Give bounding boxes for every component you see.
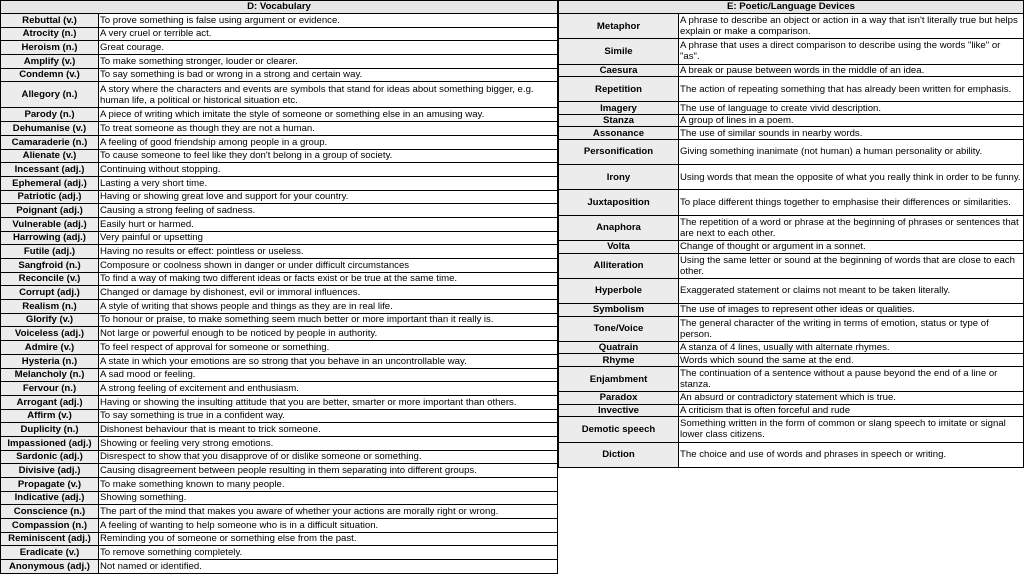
vocab-term: Rebuttal (v.)	[1, 14, 99, 28]
vocab-definition: A sad mood or feeling.	[99, 368, 558, 382]
vocab-definition: Easily hurt or harmed.	[99, 217, 558, 231]
device-row	[559, 14, 1024, 39]
vocab-definition: Not named or identified.	[99, 560, 558, 574]
vocab-term: Atrocity (n.)	[1, 27, 99, 41]
vocab-definition: A piece of writing which imitate the style of someone or something else in an amusing way.	[99, 108, 558, 122]
device-row	[559, 316, 1024, 341]
device-term: Quatrain	[559, 341, 679, 354]
device-definition: Change of thought or argument in a sonnet.	[679, 241, 1024, 254]
device-row	[559, 442, 1024, 467]
device-definition: A break or pause between words in the middle of an idea.	[679, 64, 1024, 77]
vocab-term: Corrupt (adj.)	[1, 286, 99, 300]
vocab-definition: Showing or feeling very strong emotions.	[99, 436, 558, 450]
device-term: Caesura	[559, 64, 679, 77]
device-row	[559, 341, 1024, 354]
vocab-row	[1, 135, 558, 149]
device-row	[559, 417, 1024, 442]
vocab-term: Arrogant (adj.)	[1, 395, 99, 409]
vocab-row	[1, 245, 558, 259]
vocab-term: Glorify (v.)	[1, 313, 99, 327]
vocab-definition: A feeling of wanting to help someone who is in a difficult situation.	[99, 519, 558, 533]
vocab-row	[1, 505, 558, 519]
device-row	[559, 278, 1024, 303]
vocab-definition: To prove something is false using argument or evidence.	[99, 14, 558, 28]
vocab-row	[1, 272, 558, 286]
vocab-term: Admire (v.)	[1, 341, 99, 355]
vocab-row	[1, 231, 558, 245]
vocab-term: Ephemeral (adj.)	[1, 176, 99, 190]
device-definition: Words which sound the same at the end.	[679, 354, 1024, 367]
vocab-row	[1, 354, 558, 368]
vocab-definition: Reminding you of someone or something else from the past.	[99, 532, 558, 546]
device-definition: Exaggerated statement or claims not meant to be taken literally.	[679, 278, 1024, 303]
vocab-term: Patriotic (adj.)	[1, 190, 99, 204]
vocab-row	[1, 409, 558, 423]
device-definition: The choice and use of words and phrases in speech or writing.	[679, 442, 1024, 467]
vocab-row	[1, 382, 558, 396]
device-row	[559, 102, 1024, 115]
device-term: Repetition	[559, 77, 679, 102]
vocab-definition: Causing a strong feeling of sadness.	[99, 204, 558, 218]
vocab-definition: Having or showing the insulting attitude that you are better, smarter or more important than others.	[99, 395, 558, 409]
vocab-row	[1, 176, 558, 190]
vocab-term: Condemn (v.)	[1, 68, 99, 82]
device-row	[559, 366, 1024, 391]
device-definition: An absurd or contradictory statement which is true.	[679, 392, 1024, 405]
vocab-definition: Causing disagreement between people resulting in them separating into different groups.	[99, 464, 558, 478]
vocab-term: Propagate (v.)	[1, 478, 99, 492]
device-term: Rhyme	[559, 354, 679, 367]
device-definition: The action of repeating something that has already been written for emphasis.	[679, 77, 1024, 102]
device-term: Invective	[559, 404, 679, 417]
vocab-row	[1, 491, 558, 505]
vocab-row	[1, 368, 558, 382]
vocab-term: Fervour (n.)	[1, 382, 99, 396]
device-term: Tone/Voice	[559, 316, 679, 341]
vocab-term: Sardonic (adj.)	[1, 450, 99, 464]
device-term: Alliteration	[559, 253, 679, 278]
vocab-row	[1, 82, 558, 108]
vocab-row	[1, 68, 558, 82]
device-definition: To place different things together to emphasise their differences or similarities.	[679, 190, 1024, 215]
vocab-term: Anonymous (adj.)	[1, 560, 99, 574]
vocab-definition: Not large or powerful enough to be noticed by people in authority.	[99, 327, 558, 341]
vocab-term: Reconcile (v.)	[1, 272, 99, 286]
vocab-term: Heroism (n.)	[1, 41, 99, 55]
vocab-term: Melancholy (n.)	[1, 368, 99, 382]
device-row	[559, 39, 1024, 64]
device-row	[559, 215, 1024, 240]
vocab-row	[1, 300, 558, 314]
device-definition: The use of similar sounds in nearby words.	[679, 127, 1024, 140]
vocab-row	[1, 286, 558, 300]
device-term: Juxtaposition	[559, 190, 679, 215]
vocab-term: Conscience (n.)	[1, 505, 99, 519]
vocab-term: Indicative (adj.)	[1, 491, 99, 505]
device-term: Paradox	[559, 392, 679, 405]
device-term: Anaphora	[559, 215, 679, 240]
device-definition: Using words that mean the opposite of what you really think in order to be funny.	[679, 165, 1024, 190]
device-term: Symbolism	[559, 304, 679, 317]
vocab-term: Realism (n.)	[1, 300, 99, 314]
vocab-definition: Changed or damage by dishonest, evil or immoral influences.	[99, 286, 558, 300]
device-term: Personification	[559, 139, 679, 164]
vocab-term: Duplicity (n.)	[1, 423, 99, 437]
vocab-row	[1, 436, 558, 450]
vocab-row	[1, 55, 558, 69]
vocab-term: Allegory (n.)	[1, 82, 99, 108]
device-definition: A stanza of 4 lines, usually with alternate rhymes.	[679, 341, 1024, 354]
device-term: Enjambment	[559, 366, 679, 391]
device-row	[559, 190, 1024, 215]
device-definition: The use of language to create vivid description.	[679, 102, 1024, 115]
vocab-term: Futile (adj.)	[1, 245, 99, 259]
vocab-definition: Lasting a very short time.	[99, 176, 558, 190]
vocab-row	[1, 450, 558, 464]
vocab-term: Dehumanise (v.)	[1, 122, 99, 136]
device-row	[559, 165, 1024, 190]
vocab-row	[1, 163, 558, 177]
vocab-row	[1, 190, 558, 204]
device-term: Volta	[559, 241, 679, 254]
vocab-definition: To treat someone as though they are not a human.	[99, 122, 558, 136]
vocab-definition: Great courage.	[99, 41, 558, 55]
vocab-row	[1, 41, 558, 55]
device-term: Hyperbole	[559, 278, 679, 303]
vocab-term: Compassion (n.)	[1, 519, 99, 533]
device-definition: A criticism that is often forceful and rude	[679, 404, 1024, 417]
devices-title: E: Poetic/Language Devices	[559, 1, 1024, 14]
vocab-row	[1, 532, 558, 546]
vocab-term: Voiceless (adj.)	[1, 327, 99, 341]
vocab-definition: Very painful or upsetting	[99, 231, 558, 245]
device-term: Simile	[559, 39, 679, 64]
device-term: Metaphor	[559, 14, 679, 39]
device-row	[559, 114, 1024, 127]
vocab-term: Alienate (v.)	[1, 149, 99, 163]
device-row	[559, 64, 1024, 77]
device-definition: The repetition of a word or phrase at the beginning of phrases or sentences that are next to each other.	[679, 215, 1024, 240]
vocab-definition: Dishonest behaviour that is meant to trick someone.	[99, 423, 558, 437]
vocab-term: Amplify (v.)	[1, 55, 99, 69]
device-definition: Something written in the form of common or slang speech to imitate or signal lower class citizens.	[679, 417, 1024, 442]
vocab-definition: Continuing without stopping.	[99, 163, 558, 177]
vocab-definition: To say something is bad or wrong in a strong and certain way.	[99, 68, 558, 82]
vocabulary-title: D: Vocabulary	[1, 1, 558, 14]
vocab-definition: To make something stronger, louder or clearer.	[99, 55, 558, 69]
device-term: Demotic speech	[559, 417, 679, 442]
vocab-term: Parody (n.)	[1, 108, 99, 122]
vocab-definition: A strong feeling of excitement and enthusiasm.	[99, 382, 558, 396]
vocab-row	[1, 313, 558, 327]
vocab-term: Eradicate (v.)	[1, 546, 99, 560]
vocab-row	[1, 149, 558, 163]
vocab-row	[1, 327, 558, 341]
vocab-definition: A story where the characters and events are symbols that stand for ideas about something bigger, e.g. human life, a political or historical situation etc.	[99, 82, 558, 108]
vocab-row	[1, 478, 558, 492]
vocab-row	[1, 519, 558, 533]
vocab-row	[1, 464, 558, 478]
vocab-definition: A style of writing that shows people and things as they are in real life.	[99, 300, 558, 314]
vocab-definition: Composure or coolness shown in danger or under difficult circumstances	[99, 259, 558, 273]
device-definition: Using the same letter or sound at the beginning of words that are close to each other.	[679, 253, 1024, 278]
vocab-term: Impassioned (adj.)	[1, 436, 99, 450]
vocab-row	[1, 27, 558, 41]
vocab-term: Camaraderie (n.)	[1, 135, 99, 149]
vocab-row	[1, 14, 558, 28]
device-definition: A phrase that uses a direct comparison to describe using the words "like" or "as".	[679, 39, 1024, 64]
vocab-row	[1, 108, 558, 122]
device-term: Assonance	[559, 127, 679, 140]
vocab-definition: Showing something.	[99, 491, 558, 505]
device-definition: The use of images to represent other ideas or qualities.	[679, 304, 1024, 317]
vocab-row	[1, 395, 558, 409]
device-definition: The continuation of a sentence without a pause beyond the end of a line or stanza.	[679, 366, 1024, 391]
vocab-row	[1, 217, 558, 231]
vocab-definition: A state in which your emotions are so strong that you behave in an uncontrollable way.	[99, 354, 558, 368]
vocab-row	[1, 546, 558, 560]
devices-table	[558, 0, 1024, 468]
vocab-term: Reminiscent (adj.)	[1, 532, 99, 546]
vocab-term: Incessant (adj.)	[1, 163, 99, 177]
vocab-row	[1, 423, 558, 437]
device-definition: Giving something inanimate (not human) a human personality or ability.	[679, 139, 1024, 164]
vocab-definition: The part of the mind that makes you aware of whether your actions are morally right or wrong.	[99, 505, 558, 519]
vocab-definition: To say something is true in a confident way.	[99, 409, 558, 423]
vocab-row	[1, 341, 558, 355]
device-row	[559, 77, 1024, 102]
vocab-definition: Disrespect to show that you disapprove of or dislike someone or something.	[99, 450, 558, 464]
vocab-term: Poignant (adj.)	[1, 204, 99, 218]
vocab-definition: To remove something completely.	[99, 546, 558, 560]
device-definition: A group of lines in a poem.	[679, 114, 1024, 127]
device-row	[559, 354, 1024, 367]
vocab-definition: To make something known to many people.	[99, 478, 558, 492]
device-term: Stanza	[559, 114, 679, 127]
vocab-definition: To cause someone to feel like they don't belong in a group of society.	[99, 149, 558, 163]
vocab-term: Vulnerable (adj.)	[1, 217, 99, 231]
vocab-term: Harrowing (adj.)	[1, 231, 99, 245]
vocab-row	[1, 204, 558, 218]
vocab-definition: A feeling of good friendship among people in a group.	[99, 135, 558, 149]
device-term: Irony	[559, 165, 679, 190]
device-term: Diction	[559, 442, 679, 467]
vocab-definition: A very cruel or terrible act.	[99, 27, 558, 41]
vocab-term: Hysteria (n.)	[1, 354, 99, 368]
device-row	[559, 392, 1024, 405]
vocab-definition: To honour or praise, to make something seem much better or more important than it really is.	[99, 313, 558, 327]
vocab-row	[1, 259, 558, 273]
vocab-term: Sangfroid (n.)	[1, 259, 99, 273]
vocab-row	[1, 122, 558, 136]
vocab-row	[1, 560, 558, 574]
device-row	[559, 241, 1024, 254]
device-row	[559, 139, 1024, 164]
vocab-definition: To find a way of making two different ideas or facts exist or be true at the same time.	[99, 272, 558, 286]
device-row	[559, 404, 1024, 417]
device-definition: A phrase to describe an object or action in a way that isn't literally true but helps explain or make a comparison.	[679, 14, 1024, 39]
vocab-term: Divisive (adj.)	[1, 464, 99, 478]
vocab-definition: To feel respect of approval for someone or something.	[99, 341, 558, 355]
vocab-definition: Having or showing great love and support for your country.	[99, 190, 558, 204]
device-term: Imagery	[559, 102, 679, 115]
device-row	[559, 253, 1024, 278]
device-row	[559, 304, 1024, 317]
device-definition: The general character of the writing in terms of emotion, status or type of person.	[679, 316, 1024, 341]
device-row	[559, 127, 1024, 140]
vocab-definition: Having no results or effect: pointless or useless.	[99, 245, 558, 259]
vocab-term: Affirm (v.)	[1, 409, 99, 423]
